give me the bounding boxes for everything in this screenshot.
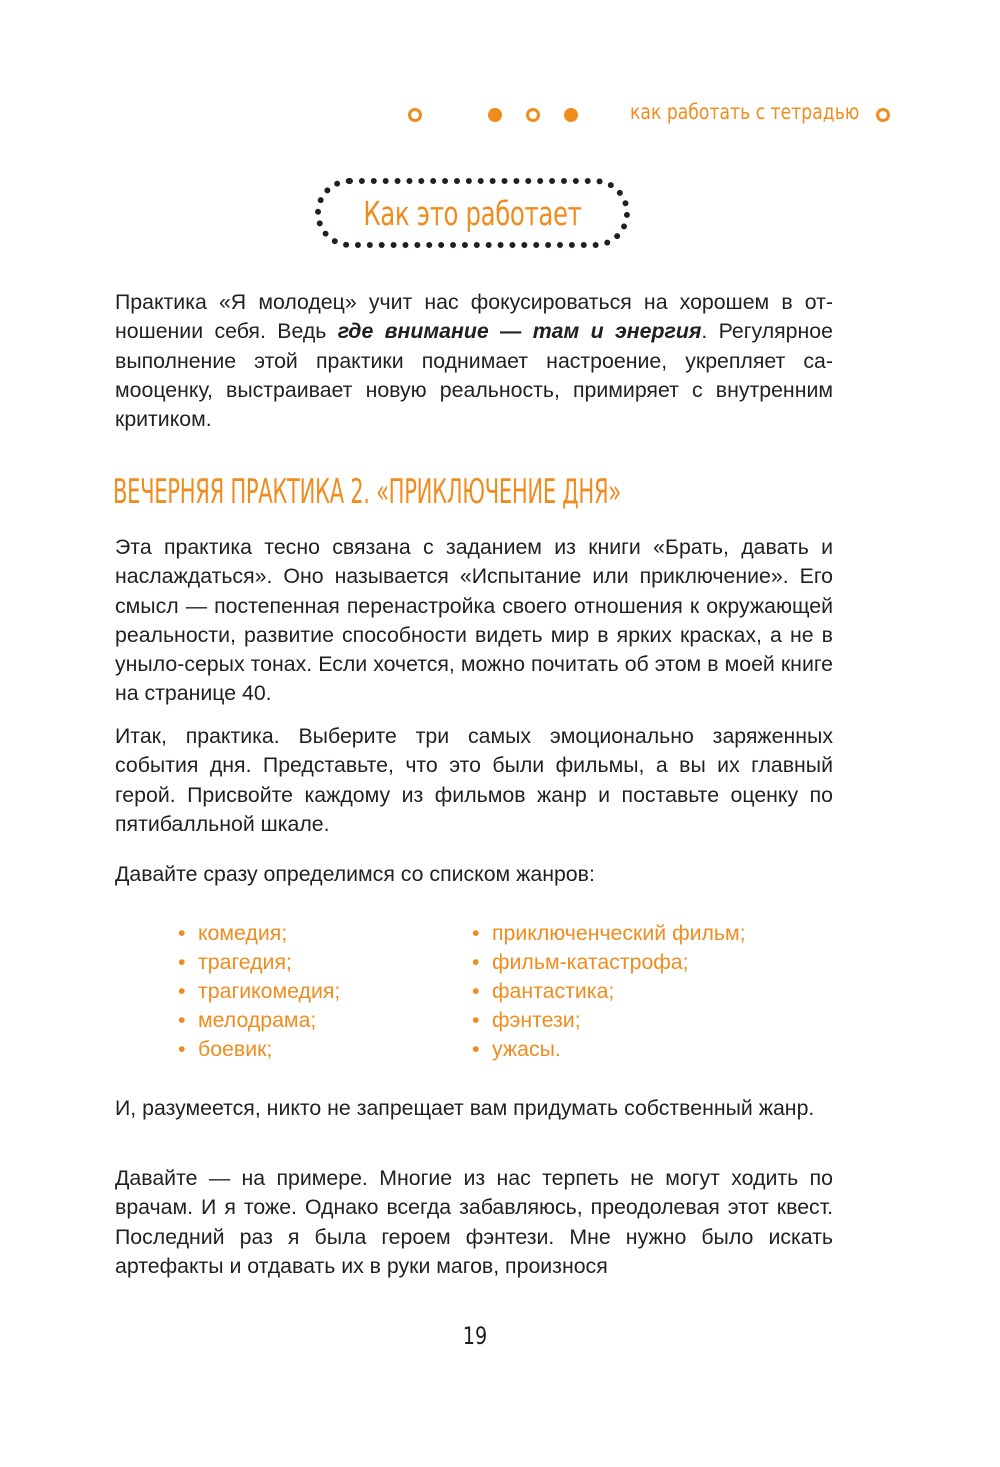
bullet-icon: •: [472, 1008, 480, 1032]
intro-text-after: . Регулярное выполнение этой практики поднимает настроение, укрепляет самооценку, выстраивает новую реальность, примиряет с внутренним критиком.: [115, 319, 833, 432]
bullet-icon: •: [178, 1008, 186, 1032]
ring-dot-icon: [408, 108, 422, 122]
genre-list-left: [178, 919, 508, 1064]
genre-item: • фэнтези;: [472, 1006, 802, 1035]
paragraph-5: Давайте — на примере. Многие из нас терпеть не могут ходить по врачам. И я тоже. Однако всегда забавляюсь, преодолевая этот квест. Последний раз я была героем фэнтези. Мне нужно было искать артефакты и отдавать их в руки магов, произнося: [115, 1166, 833, 1278]
bullet-icon: •: [178, 921, 186, 945]
genre-item: • фильм-катастрофа;: [472, 948, 802, 977]
page-header: [0, 98, 1000, 134]
genre-item: • боевик;: [178, 1035, 508, 1064]
bullet-icon: •: [472, 1037, 480, 1061]
filled-dot-icon: [488, 108, 502, 122]
section-badge: [315, 178, 630, 248]
bullet-icon: •: [178, 950, 186, 974]
intro-text-before: Практика «Я молодец» учит нас фокусироваться на хорошем в отношении себя. Ведь: [115, 290, 833, 344]
genre-list-right: [472, 919, 802, 1064]
bullet-icon: •: [472, 979, 480, 1003]
genre-item: • фантастика;: [472, 977, 802, 1006]
filled-dot-icon: [564, 108, 578, 122]
bullet-icon: •: [472, 950, 480, 974]
genre-item: • приключенческий фильм;: [472, 919, 802, 948]
genre-item: • трагикомедия;: [178, 977, 508, 1006]
bullet-icon: •: [472, 921, 480, 945]
paragraph-4: И, разумеется, никто не запрещает вам придумать собственный жанр.: [115, 1096, 815, 1120]
intro-emphasis: где внимание — там и энергия: [337, 319, 702, 344]
ring-dot-icon: [526, 108, 540, 122]
page-number: 19: [462, 1322, 488, 1350]
bullet-icon: •: [178, 1037, 186, 1061]
genre-item: • ужасы.: [472, 1035, 802, 1064]
genre-item: • трагедия;: [178, 948, 508, 977]
intro-paragraph: [115, 288, 833, 434]
genre-item: • мелодрама;: [178, 1006, 508, 1035]
genre-item: • комедия;: [178, 919, 508, 948]
section-badge-title: Как это работает: [363, 193, 582, 233]
running-head: как работать с тетрадью: [630, 100, 860, 124]
section-heading: ВЕЧЕРНЯЯ ПРАКТИКА 2. «ПРИКЛЮЧЕНИЕ ДНЯ»: [113, 472, 621, 512]
bullet-icon: •: [178, 979, 186, 1003]
paragraph-3: Давайте сразу определимся со списком жанров:: [115, 862, 595, 886]
paragraph-2: Итак, практика. Выберите три самых эмоционально заряженных события дня. Представьте, что это были фильмы, а вы их главный герой. Присвойте каждому из фильмов жанр и поставьте оценку по пятибалльной шкале.: [115, 724, 833, 836]
ring-dot-icon: [876, 108, 890, 122]
paragraph-1: Эта практика тесно связана с заданием из книги «Брать, давать и наслаждаться». Оно называется «Испытание или приключение». Его смысл — постепенная перенастройка своего отношения к окружающей реальности, развитие способности видеть мир в ярких красках, а не в уныло-серых тонах. Если хочется, можно почитать об этом в моей книге на странице 40.: [115, 535, 833, 706]
